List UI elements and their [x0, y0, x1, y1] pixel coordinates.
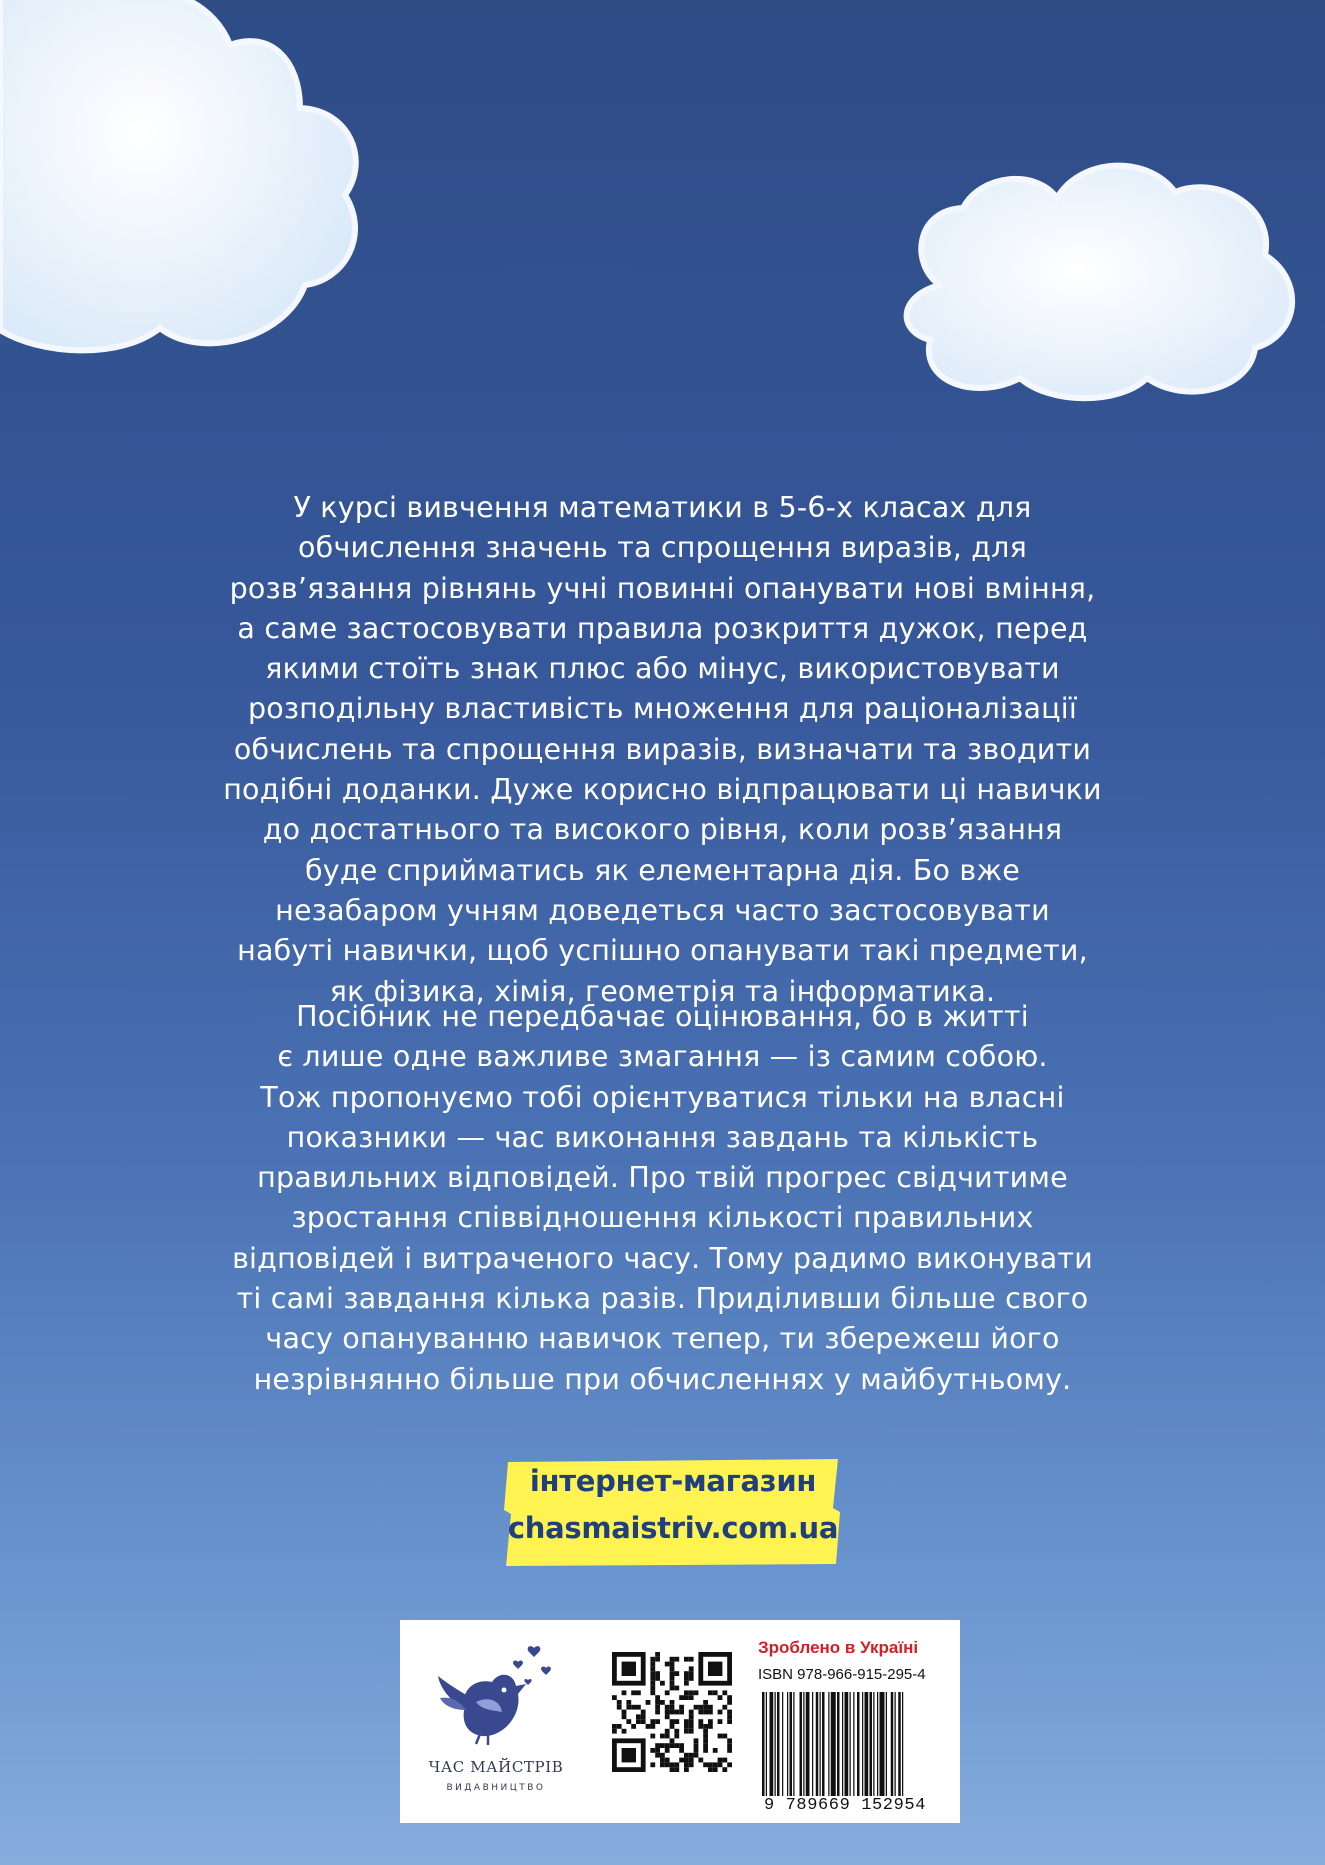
isbn-number: ISBN 978-966-915-295-4 [758, 1666, 926, 1683]
online-shop-badge [502, 1456, 844, 1568]
text-line: обчислень та спрощення виразів, визначати та зводити [233, 732, 1092, 766]
description-paragraph-2 [150, 997, 1175, 1400]
description-paragraph-1 [150, 488, 1175, 1012]
shop-website-url[interactable]: chasmaistriv.com.ua [507, 1511, 839, 1545]
text-line: незабаром учням доведеться часто застосовувати [275, 893, 1050, 927]
text-line: буде сприйматись як елементарна дія. Бо вже [304, 853, 1021, 887]
text-line: а саме застосовувати правила розкриття дужок, перед [237, 611, 1088, 645]
text-line: розподільну властивість множення для раціоналізації [247, 692, 1078, 726]
text-line: як фізика, хімія, геометрія та інформатика. [329, 974, 996, 1008]
text-line: набуті навички, щоб успішно опанувати такі предмети, [237, 934, 1088, 968]
text-line: зростання співвідношення кількості правильних [291, 1201, 1034, 1235]
qr-code-icon[interactable] [612, 1652, 732, 1772]
text-line: У курсі вивчення математики в 5-6-х класах для [293, 491, 1032, 524]
bird-with-hearts-icon [430, 1640, 570, 1750]
barcode-icon [758, 1692, 943, 1796]
text-line: ті самі завдання кілька разів. Приділивши більше свого [236, 1282, 1089, 1316]
made-in-ukraine-label: Зроблено в Україні [758, 1638, 919, 1657]
publisher-name: ЧАС МАЙСТРІВ [428, 1758, 564, 1776]
text-line: подібні доданки. Дуже корисно відпрацювати ці навички [223, 773, 1102, 807]
cloud-right-decoration [885, 160, 1305, 420]
online-shop-label: інтернет-магазин [529, 1464, 817, 1498]
text-line: Посібник не передбачає оцінювання, бо в житті [296, 1000, 1029, 1033]
text-line: обчислення значень та спрощення виразів, для [298, 531, 1027, 565]
text-line: до достатнього та високого рівня, коли розв’язання [262, 813, 1063, 847]
text-line: незрівнянно більше при обчисленнях у майбутньому. [253, 1362, 1072, 1396]
publisher-info-panel [400, 1620, 960, 1823]
text-line: є лише одне важливе змагання — із самим собою. [277, 1040, 1048, 1074]
text-line: показники — час виконання завдань та кількість [286, 1120, 1039, 1154]
publisher-type: ВИДАВНИЦТВО [446, 1783, 546, 1793]
text-line: правильних відповідей. Про твій прогрес свідчитиме [257, 1161, 1068, 1195]
text-line: розв’язання рівнянь учні повинні опанувати нові вміння, [229, 571, 1096, 605]
text-line: часу опануванню навичок тепер, ти збережеш його [265, 1322, 1060, 1356]
text-line: якими стоїть знак плюс або мінус, використовувати [265, 652, 1060, 686]
text-line: Тож пропонуємо тобі орієнтуватися тільки на власні [260, 1080, 1065, 1114]
barcode-digits: 9 789669 152954 [763, 1796, 927, 1815]
cloud-left-decoration [0, 0, 370, 360]
text-line: відповідей і витраченого часу. Тому радимо виконувати [232, 1241, 1093, 1275]
